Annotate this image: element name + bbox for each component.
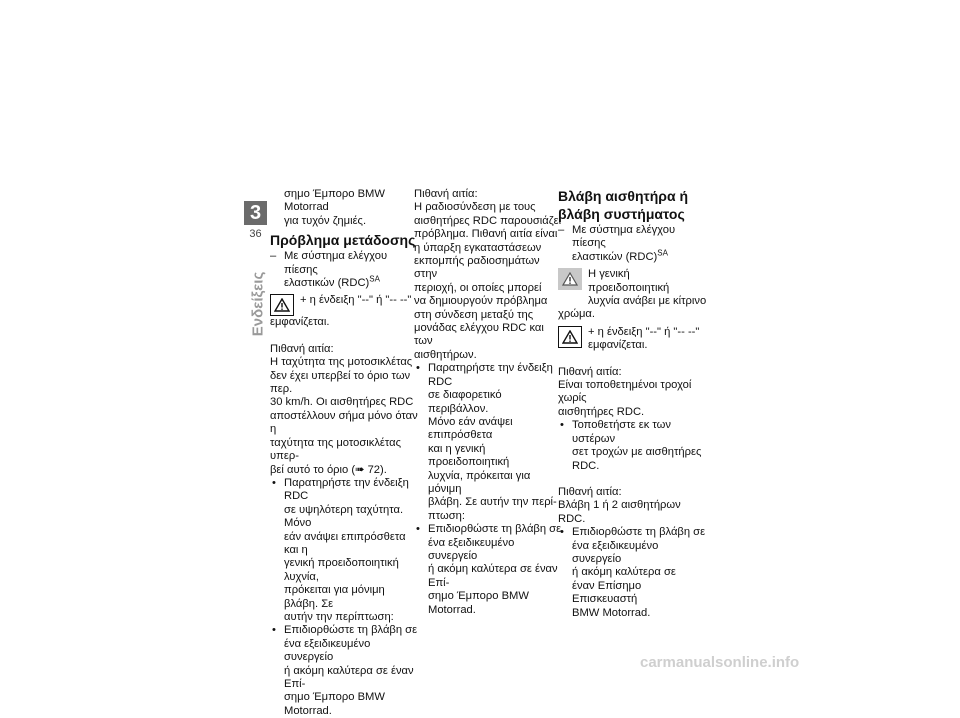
warning-triangle-icon <box>558 326 582 348</box>
cause-line: η ύπαρξη εγκαταστάσεων <box>414 241 542 254</box>
bullet-line: ή ακόμη καλύτερα σε <box>572 566 676 579</box>
bullet-line: ή ακόμη καλύτερα σε έναν Επί- <box>284 664 414 690</box>
equipment-note: – Με σύστημα ελέγχου πίεσης <box>558 224 708 251</box>
cause-line: αισθητήρες RDC. <box>558 405 645 418</box>
cause-line: περιοχή, οι οποίες μπορεί <box>414 281 542 294</box>
warning-row <box>558 268 708 308</box>
bullet-line: σε υψηλότερη ταχύτητα. Μόνο <box>284 503 404 530</box>
cause-line: Η ταχύτητα της μοτοσικλέτας <box>270 356 413 369</box>
bullet-line: Μόνο εάν ανάψει επιπρόσθετα <box>428 415 513 442</box>
equipment-note: – Με σύστημα ελέγχου πίεσης <box>270 250 420 277</box>
page-reference: 72 <box>367 463 381 476</box>
section-heading: Βλάβη αισθητήρα ή <box>558 188 689 204</box>
bullet-item: • Παρατηρήστε την ένδειξη RDC <box>270 477 420 504</box>
section-label: Ενδείξεις <box>249 271 267 337</box>
warning-text: εμφανίζεται. <box>270 316 330 329</box>
equipment-note: ελαστικών (RDC)$^{SA}$ <box>284 274 380 290</box>
bullet-line: σημο Έμπορο BMW Motorrad. <box>284 691 385 717</box>
cause-label: Πιθανή αιτία: <box>414 188 478 200</box>
column-3 <box>558 188 708 620</box>
section-heading: Πρόβλημα μετάδοσης <box>270 232 416 249</box>
cause-line: βεί αυτό το όριο (➠ 72). <box>270 463 387 476</box>
cause-line: δεν έχει υπερβεί το όριο των περ. <box>270 369 411 396</box>
cause-line: πρόβλημα. Πιθανή αιτία είναι <box>414 228 558 241</box>
cause-line: 30 km/h. Οι αισθητήρες RDC <box>270 396 414 409</box>
section-heading: βλάβη συστήματος <box>558 206 685 222</box>
warning-text: Η γενική προειδοποιητική <box>588 268 670 294</box>
cause-line: ταχύτητα της μοτοσικλέτας υπερ- <box>270 436 402 463</box>
continued-text: σημο Έμπορο BMW Motorrad <box>284 188 385 214</box>
equipment-note: ελαστικών (RDC)$^{SA}$ <box>572 248 668 263</box>
cause-line: μονάδας ελέγχου RDC και των <box>414 322 544 348</box>
general-warning-light-icon <box>558 268 582 290</box>
cause-line: Είναι τοποθετημένοι τροχοί χωρίς <box>558 379 692 405</box>
bullet-item: • Επιδιορθώστε τη βλάβη σε <box>414 523 564 536</box>
bullet-item: • Παρατηρήστε την ένδειξη RDC <box>414 362 564 389</box>
bullet-item: • Τοποθετήστε εκ των υστέρων <box>558 419 708 446</box>
bullet-line: πρόκειται για μόνιμη βλάβη. Σε <box>284 584 385 610</box>
bullet-line: ή ακόμη καλύτερα σε έναν Επί- <box>428 563 558 589</box>
watermark: carmanualsonline.info <box>640 654 800 671</box>
warning-text: λυχνία ανάβει με κίτρινο <box>588 295 707 308</box>
bullet-line: βλάβη. Σε αυτήν την περί- <box>428 496 557 509</box>
warning-text: + η ένδειξη "--" ή "-- --" <box>300 294 412 307</box>
bullet-line: γενική προειδοποιητική λυχνία, <box>284 557 399 583</box>
cause-line: αισθητήρες RDC παρουσιάζει <box>414 214 562 227</box>
bullet-item: • Επιδιορθώστε τη βλάβη σε <box>270 624 420 637</box>
bullet-line: πτωση: <box>428 509 465 522</box>
cause-line: Η ραδιοσύνδεση με τους <box>414 201 536 214</box>
bullet-line: εάν ανάψει επιπρόσθετα και η <box>284 530 406 556</box>
cause-line: στη σύνδεση μεταξύ της <box>414 308 534 321</box>
cause-label: Πιθανή αιτία: <box>558 365 622 378</box>
bullet-line: έναν Επίσημο Επισκευαστή <box>572 579 642 606</box>
warning-row <box>558 326 708 353</box>
warning-text: + η ένδειξη "--" ή "-- --" <box>588 325 700 338</box>
bullet-line: ένα εξειδικευμένο συνεργείο <box>428 536 515 562</box>
column-1 <box>270 188 420 718</box>
cause-line: εκπομπής ραδιοσημάτων στην <box>414 255 540 281</box>
cause-line: αποστέλλουν σήμα μόνο όταν η <box>270 409 418 436</box>
warning-triangle-icon <box>270 294 294 316</box>
bullet-line: λυχνία, πρόκειται για μόνιμη <box>428 469 531 495</box>
bullet-item: • Επιδιορθώστε τη βλάβη σε <box>558 526 708 539</box>
cause-line: να δημιουργούν πρόβλημα <box>414 295 548 308</box>
bullet-line: BMW Motorrad. <box>572 606 651 619</box>
bullet-line: ένα εξειδικευμένο συνεργείο <box>284 637 371 664</box>
bullet-line: σημο Έμπορο BMW Motorrad. <box>428 590 529 616</box>
bullet-line: RDC. <box>572 459 600 472</box>
bullet-line: αυτήν την περίπτωση: <box>284 610 394 623</box>
warning-row <box>270 294 420 316</box>
cause-line: Βλάβη 1 ή 2 αισθητήρων RDC. <box>558 499 681 525</box>
bullet-line: και η γενική προειδοποιητική <box>428 442 510 469</box>
warning-text: εμφανίζεται. <box>588 339 648 352</box>
chapter-tab: 3 <box>244 201 267 225</box>
cause-label: Πιθανή αιτία: <box>558 485 622 498</box>
warning-text: χρώμα. <box>558 308 595 321</box>
cause-line: αισθητήρων. <box>414 348 477 361</box>
bullet-line: σε διαφορετικό περιβάλλον. <box>428 389 502 415</box>
reference-arrow-icon: ➠ <box>355 463 365 476</box>
page-number: 36 <box>249 228 262 240</box>
column-2 <box>414 188 564 617</box>
continued-text: για τυχόν ζημιές. <box>284 214 367 227</box>
cause-label: Πιθανή αιτία: <box>270 342 334 355</box>
bullet-line: σετ τροχών με αισθητήρες <box>572 446 702 459</box>
bullet-line: ένα εξειδικευμένο συνεργείο <box>572 539 659 565</box>
